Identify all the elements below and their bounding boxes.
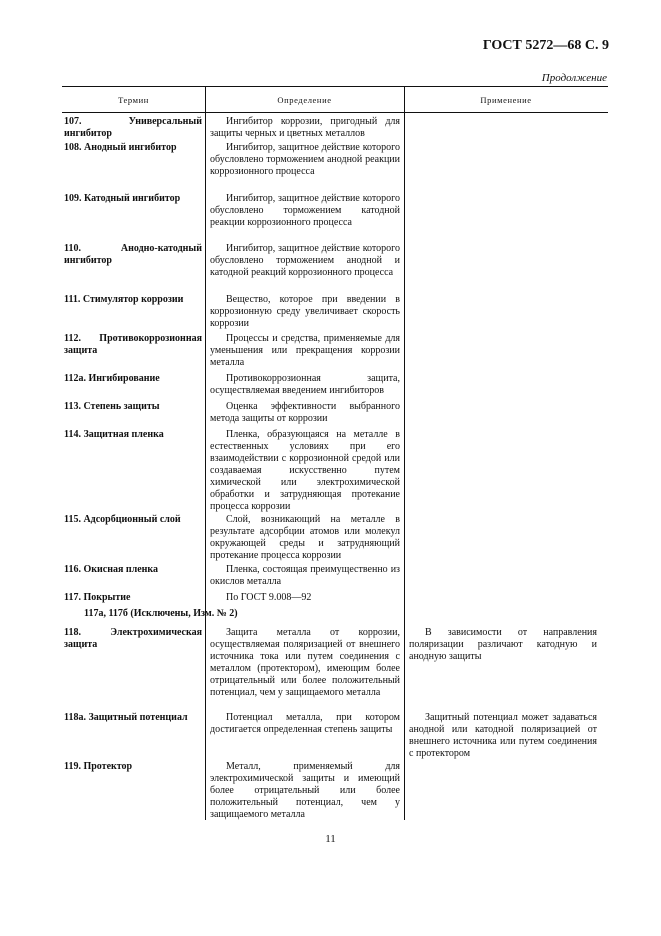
excluded-note: 117а, 117б (Исключены, Изм. № 2) (84, 608, 238, 619)
definition-cell: Защита металла от коррозии, осуществляемая поляризацией от внешнего источника тока или путем соединения с металлом (протектором), имеющим более отрицательный или более положительный потенциал, чем у защищаемого металла (210, 627, 400, 698)
column-header-term: Термин (118, 95, 149, 105)
term-cell: 119. Протектор (64, 761, 133, 772)
term-cell: 115. Адсорбционный слой (64, 514, 181, 525)
term-cell: 116. Окисная пленка (64, 564, 159, 575)
definition-cell: Противокоррозионная защита, осуществляемая введением ингибиторов (210, 373, 400, 396)
term-cell: 112. Противокоррозионная защита (64, 333, 202, 356)
definition-cell: Пленка, состоящая преимущественно из окислов металла (210, 564, 400, 587)
definition-cell: Ингибитор, защитное действие которого обусловлено торможением анодной реакции коррозионного процесса (210, 142, 400, 177)
definition-cell: Оценка эффективности выбранного метода защиты от коррозии (210, 401, 400, 424)
term-cell: 113. Степень защиты (64, 401, 160, 412)
page-number: 11 (325, 833, 336, 845)
column-header-definition: Определение (277, 95, 332, 105)
application-cell: Защитный потенциал может задаваться анодной или катодной поляризацией от внешнего источника или путем соединения с протектором (409, 712, 597, 759)
definition-cell: Ингибитор, защитное действие которого обусловлено торможением катодной реакции коррозионного процесса (210, 193, 400, 228)
column-divider-1 (205, 86, 206, 820)
definition-cell: По ГОСТ 9.008—92 (226, 592, 312, 603)
definition-cell: Процессы и средства, применяемые для уменьшения или прекращения коррозии металла (210, 333, 400, 368)
term-cell: 109. Катодный ингибитор (64, 193, 181, 204)
definition-cell: Металл, применяемый для электрохимической защиты и имеющий более отрицательный или более положительный потенциал, чем у защищаемого металла (210, 761, 400, 820)
column-header-application: Применение (480, 95, 532, 105)
term-cell: 108. Анодный ингибитор (64, 142, 177, 153)
table-header-rule (62, 112, 608, 113)
table-top-rule (62, 86, 608, 87)
definition-cell: Слой, возникающий на металле в результате адсорбции атомов или молекул окружающей среды и затрудняющий протекание процесса коррозии (210, 514, 400, 561)
term-cell: 110. Анодно-катодный ингибитор (64, 243, 202, 266)
term-cell: 114. Защитная пленка (64, 429, 164, 440)
term-cell: 112а. Ингибирование (64, 373, 160, 384)
term-cell: 117. Покрытие (64, 592, 131, 603)
term-cell: 107. Универсальный ингибитор (64, 116, 202, 139)
term-cell: 118. Электрохимическая защита (64, 627, 202, 650)
definition-cell: Ингибитор, защитное действие которого обусловлено торможением анодной и катодной реакций коррозионного процесса (210, 243, 400, 278)
definition-cell: Ингибитор коррозии, пригодный для защиты черных и цветных металлов (210, 116, 400, 139)
definition-cell: Вещество, которое при введении в коррозионную среду увеличивает скорость коррозии (210, 294, 400, 329)
application-cell: В зависимости от направления поляризации различают катодную и анодную защиты (409, 627, 597, 662)
definition-cell: Пленка, образующаяся на металле в естественных условиях при его взаимодействии с коррозионной средой или создаваемая искусственно путем химической или электрохимической обработки и затрудняющая протекание процесса коррозии (210, 429, 400, 512)
continuation-label: Продолжение (541, 72, 607, 84)
definition-cell: Потенциал металла, при котором достигается определенная степень защиты (210, 712, 400, 735)
document-header: ГОСТ 5272—68 С. 9 (482, 38, 609, 53)
term-cell: 111. Стимулятор коррозии (64, 294, 184, 305)
column-divider-2 (404, 86, 405, 820)
term-cell: 118а. Защитный потенциал (64, 712, 188, 723)
